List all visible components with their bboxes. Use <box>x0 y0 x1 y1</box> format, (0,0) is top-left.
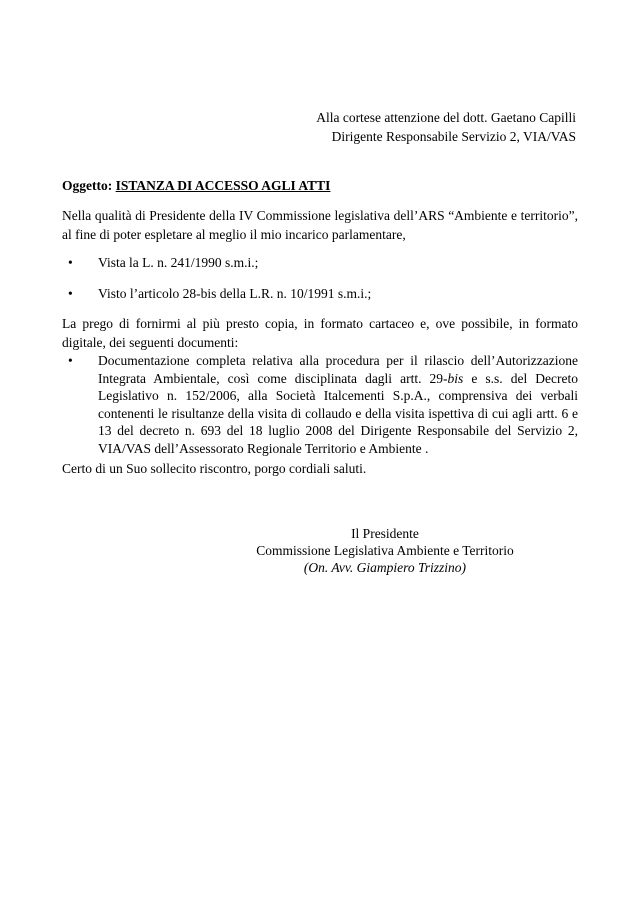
addressee-block <box>316 108 576 146</box>
bullet-icon: • <box>68 286 73 301</box>
premise-item <box>68 284 371 303</box>
signature-name: (On. Avv. Giampiero Trizzino) <box>303 560 467 575</box>
bullet-icon: • <box>68 255 73 270</box>
signature-organization: Commissione Legislativa Ambiente e Territorio <box>256 543 514 558</box>
subject-line <box>62 176 330 195</box>
subject-label: Oggetto: <box>62 178 113 193</box>
signature-block <box>240 525 530 576</box>
premise-text: Vista la L. n. 241/1990 s.m.i.; <box>98 255 259 270</box>
premise-text: Visto l’articolo 28-bis della L.R. n. 10/1991 s.m.i.; <box>98 286 372 301</box>
request-paragraph: La prego di fornirmi al più presto copia, in formato cartaceo e, ove possibile, in formato digitale, dei seguenti documenti: <box>62 316 578 350</box>
bullet-icon: • <box>68 353 73 368</box>
premise-item <box>68 253 258 272</box>
document-description: Documentazione completa relativa alla procedura per il rilascio dell’Autorizzazione Integrata Ambientale, così come disciplinata dagli artt. 29-bis e s.s. del Decreto Legislativo n. 152/2006, alla Società Italcementi S.p.A., comprensiva dei verbali contenenti le risultanze della visita di collaudo e della visita ispettiva di cui agli artt. 6 e 13 del decreto n. 693 del 18 luglio 2008 del Dirigente Responsabile del Servizio 2, VIA/VAS dell’Assessorato Regionale Territorio e Ambiente . <box>98 353 578 456</box>
subject-value: ISTANZA DI ACCESSO AGLI ATTI <box>115 178 331 193</box>
intro-paragraph: Nella qualità di Presidente della IV Commissione legislativa dell’ARS “Ambiente e territorio”, al fine di poter espletare al meglio il mio incarico parlamentare, <box>62 208 578 242</box>
closing-paragraph: Certo di un Suo sollecito riscontro, porgo cordiali saluti. <box>62 461 367 476</box>
addressee-line-2: Dirigente Responsabile Servizio 2, VIA/VAS <box>331 129 576 144</box>
addressee-line-1: Alla cortese attenzione del dott. Gaetano Capilli <box>316 110 576 125</box>
signature-title: Il Presidente <box>351 526 419 541</box>
document-list-item <box>68 352 578 457</box>
